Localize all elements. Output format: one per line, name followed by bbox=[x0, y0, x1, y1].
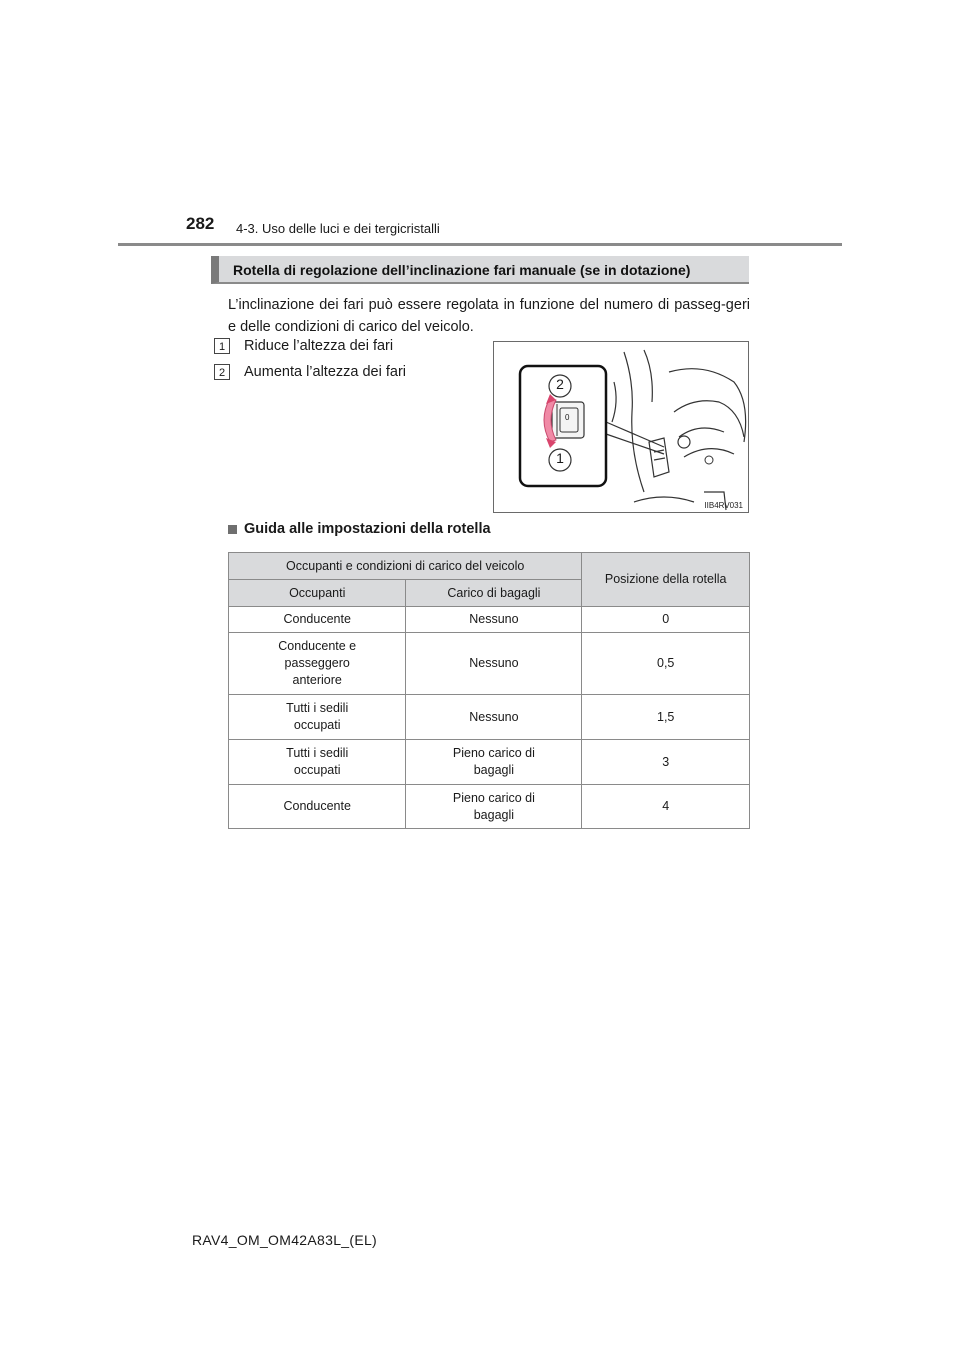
cell-occupants: Conducente bbox=[229, 607, 406, 633]
figure-code: IIB4RV031 bbox=[704, 501, 743, 510]
footer-doc-code: RAV4_OM_OM42A83L_(EL) bbox=[192, 1232, 378, 1248]
intro-paragraph: L’inclinazione dei fari può essere regolata in funzione del numero di passeg-geri e delle condizioni di carico del veicolo. bbox=[228, 297, 750, 335]
header-rule bbox=[118, 243, 842, 246]
cell-load: Nessuno bbox=[406, 695, 582, 740]
legend-text: Riduce l’altezza dei fari bbox=[244, 338, 394, 354]
legend-text: Aumenta l’altezza dei fari bbox=[244, 364, 406, 380]
cell-occupants: Tutti i sedili occupati bbox=[229, 740, 406, 785]
cell-load: Pieno carico di bagagli bbox=[406, 740, 582, 785]
cell-position: 4 bbox=[582, 785, 750, 829]
section-title: 4-3. Uso delle luci e dei tergicristalli bbox=[236, 221, 440, 236]
headlight-dial-figure bbox=[493, 341, 749, 513]
legend-item-2 bbox=[214, 364, 406, 380]
legend-number: 1 bbox=[214, 338, 230, 354]
dial-mark: 0 bbox=[565, 413, 570, 422]
settings-table bbox=[228, 552, 750, 829]
square-bullet-icon bbox=[228, 525, 237, 534]
cell-position: 0 bbox=[582, 607, 750, 633]
table-group-header: Occupanti e condizioni di carico del veicolo bbox=[229, 553, 582, 580]
cell-position: 0,5 bbox=[582, 633, 750, 695]
table-header-load: Carico di bagagli bbox=[406, 580, 582, 607]
legend-item-1 bbox=[214, 338, 393, 354]
heading-text: Rotella di regolazione dell’inclinazione fari manuale (se in dotazione) bbox=[233, 262, 691, 278]
table-row bbox=[229, 633, 750, 695]
page-number: 282 bbox=[186, 214, 215, 233]
table-row bbox=[229, 607, 750, 633]
table-row bbox=[229, 740, 750, 785]
dashboard-illustration bbox=[494, 342, 749, 513]
heading-bar bbox=[211, 256, 749, 284]
cell-occupants: Tutti i sedili occupati bbox=[229, 695, 406, 740]
callout-label-1: 1 bbox=[556, 450, 564, 466]
table-row bbox=[229, 695, 750, 740]
cell-load: Nessuno bbox=[406, 607, 582, 633]
cell-position: 1,5 bbox=[582, 695, 750, 740]
cell-occupants: Conducente e passeggero anteriore bbox=[229, 633, 406, 695]
cell-occupants: Conducente bbox=[229, 785, 406, 829]
cell-position: 3 bbox=[582, 740, 750, 785]
table-row bbox=[229, 785, 750, 829]
cell-load: Nessuno bbox=[406, 633, 582, 695]
legend-number: 2 bbox=[214, 364, 230, 380]
table-header-position: Posizione della rotella bbox=[582, 553, 750, 607]
subheading bbox=[228, 521, 491, 537]
subheading-text: Guida alle impostazioni della rotella bbox=[244, 521, 491, 537]
cell-load: Pieno carico di bagagli bbox=[406, 785, 582, 829]
callout-label-2: 2 bbox=[556, 376, 564, 392]
table-header-occupants: Occupanti bbox=[229, 580, 406, 607]
